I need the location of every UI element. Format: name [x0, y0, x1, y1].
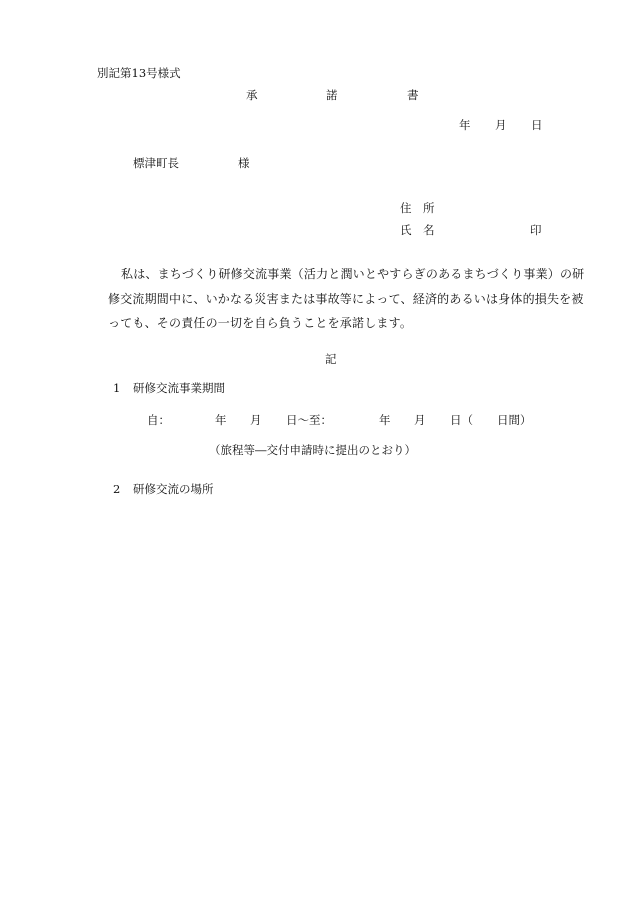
form-number-label: 別記第13号様式 — [97, 66, 181, 80]
addressee: 標津町長 — [133, 156, 179, 170]
period-to-month: 月 — [414, 413, 426, 427]
period-note: （旅程等―交付申請時に提出のとおり） — [209, 443, 416, 457]
title-char-2: 諾 — [326, 88, 338, 102]
body-line-1: 私は、まちづくり研修交流事業（活力と潤いとやすらぎのあるまちづくり事業）の研 — [121, 267, 585, 281]
item-1-label: 研修交流事業期間 — [133, 381, 225, 395]
period-days: 日間） — [497, 413, 532, 427]
title-char-1: 承 — [246, 88, 258, 102]
period-from-month: 月 — [250, 413, 262, 427]
honorific: 様 — [238, 156, 250, 170]
ki-heading: 記 — [325, 352, 337, 366]
body-line-3: っても、その責任の一切を自ら負うことを承諾します。 — [108, 316, 413, 330]
item-2-label: 研修交流の場所 — [133, 482, 214, 496]
seal-mark: 印 — [530, 223, 542, 237]
period-to-day: 日（ — [450, 413, 473, 427]
date-day: 日 — [531, 118, 543, 132]
period-from-day-to: 日～至： — [286, 413, 332, 427]
period-from: 自： — [147, 413, 170, 427]
title-char-3: 書 — [407, 88, 419, 102]
date-month: 月 — [495, 118, 507, 132]
body-line-2: 修交流期間中に、いかなる災害または事故等によって、経済的あるいは身体的損失を被 — [108, 292, 584, 306]
item-2-number: 2 — [113, 482, 121, 496]
item-1-number: 1 — [113, 381, 121, 395]
period-from-year: 年 — [215, 413, 227, 427]
name-label: 氏 名 — [400, 223, 435, 237]
address-label: 住 所 — [400, 201, 435, 215]
date-year: 年 — [459, 118, 471, 132]
period-to-year: 年 — [379, 413, 391, 427]
